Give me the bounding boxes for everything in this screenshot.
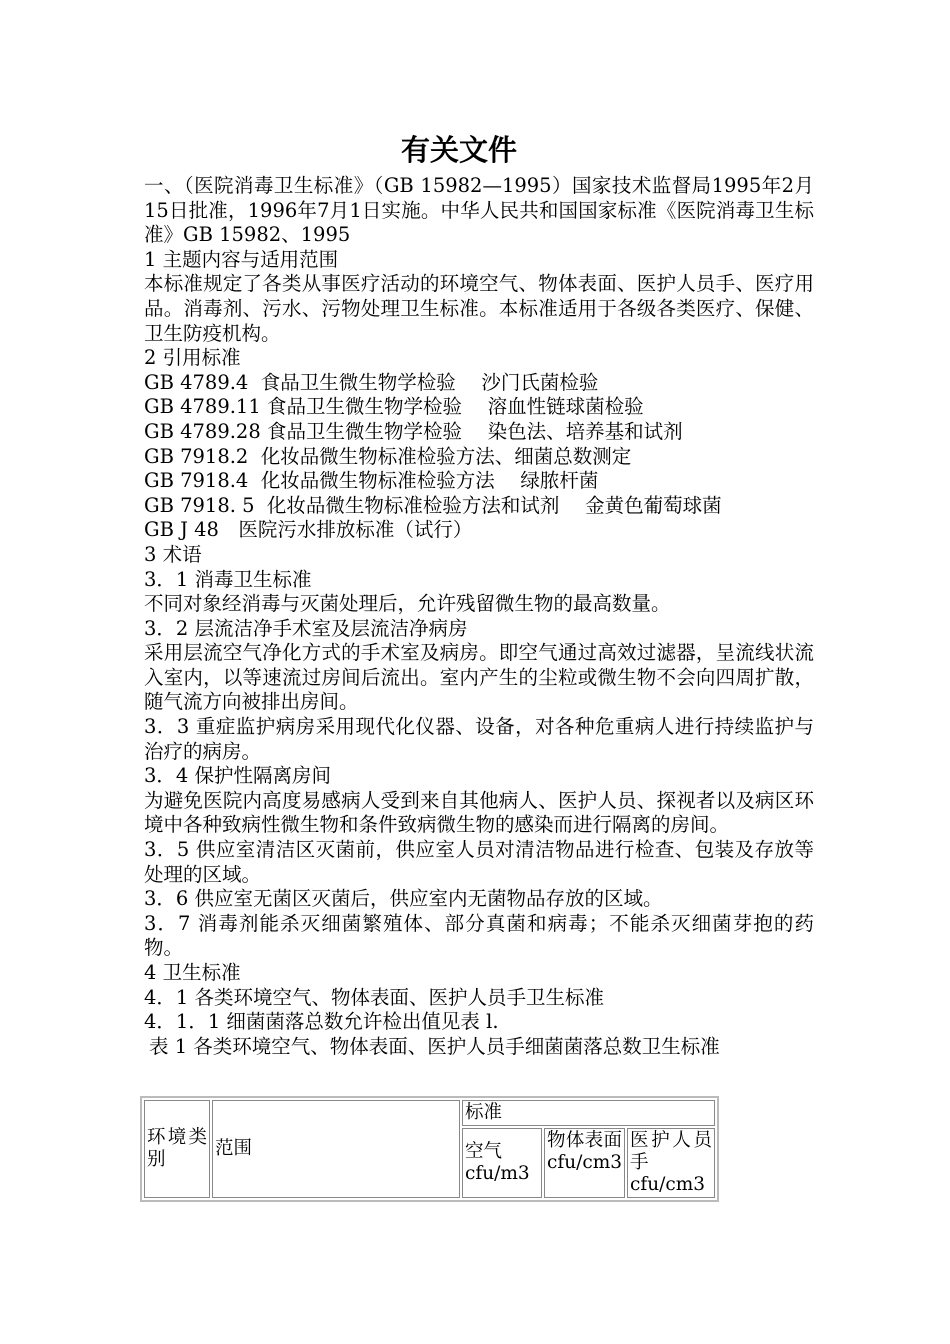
standard-header: 标准 (462, 1100, 715, 1126)
subsection-heading: 3．4 保护性隔离房间 (144, 764, 332, 788)
reference-item: GB 4789.28 食品卫生微生物学检验 染色法、培养基和试剂 (144, 419, 683, 443)
air-label: 空气 (465, 1141, 503, 1162)
paragraph: 采用层流空气净化方式的手术室及病房。即空气通过高效过滤器，呈流线状流入室内，以等速流过房间后流出。室内产生的尘粒或微生物不会向四周扩散，随气流方向被排出房间。 (144, 641, 814, 714)
paragraph: 本标准规定了各类从事医疗活动的环境空气、物体表面、医护人员手、医疗用品。消毒剂、污水、污物处理卫生标准。本标准适用于各级各类医疗、保健、卫生防疫机构。 (144, 272, 814, 345)
section-heading: 1 主题内容与适用范围 (144, 247, 339, 271)
reference-item: GB 7918. 5 化妆品微生物标准检验方法和试剂 金黄色葡萄球菌 (144, 493, 722, 517)
paragraph: 一、（医院消毒卫生标准》（GB 15982—1995）国家技术监督局1995年2月15日批准，1996年7月1日实施。中华人民共和国国家标准《医院消毒卫生标准》GB 15982、1995 (144, 174, 814, 247)
section-heading: 2 引用标准 (144, 346, 241, 370)
document-body (144, 174, 814, 1059)
hand-label: 医护人员手 (630, 1130, 713, 1173)
standards-table (140, 1096, 719, 1202)
hand-header (627, 1128, 715, 1198)
surface-unit: cfu/cm3 (547, 1152, 623, 1173)
paragraph: 3．5 供应室清洁区灭菌前，供应室人员对清洁物品进行检查、包装及存放等处理的区域。 (144, 838, 814, 886)
air-header (462, 1128, 542, 1198)
reference-item: GB 4789.4 食品卫生微生物学检验 沙门氏菌检验 (144, 370, 599, 394)
surface-header (544, 1128, 625, 1198)
subsection-heading: 3．2 层流洁净手术室及层流洁净病房 (144, 616, 468, 640)
paragraph: 3．6 供应室无菌区灭菌后，供应室内无菌物品存放的区域。 (144, 887, 663, 911)
table-header-row (144, 1100, 715, 1126)
section-heading: 4 卫生标准 (144, 961, 241, 984)
reference-item: GB J 48 医院污水排放标准（试行） (144, 518, 473, 542)
range-header: 范围 (212, 1100, 460, 1198)
surface-label: 物体表面 (547, 1130, 623, 1151)
reference-item: GB 7918.4 化妆品微生物标准检验方法 绿脓杆菌 (144, 469, 599, 493)
air-unit: cfu/m3 (465, 1163, 530, 1184)
subsection-heading: 3．1 消毒卫生标准 (144, 567, 312, 591)
paragraph: 4．1．1 细菌菌落总数允许检出值见表 l. (144, 1010, 499, 1034)
subsection-heading: 4．1 各类环境空气、物体表面、医护人员手卫生标准 (144, 985, 605, 1009)
paragraph: 3．7 消毒剂能杀灭细菌繁殖体、部分真菌和病毒；不能杀灭细菌芽抱的药物。 (144, 911, 814, 960)
page-title: 有关文件 (400, 133, 517, 167)
reference-item: GB 4789.11 食品卫生微生物学检验 溶血性链球菌检验 (144, 395, 644, 419)
env-category-label: 环境类别 (147, 1127, 207, 1170)
hand-unit: cfu/cm3 (630, 1174, 706, 1195)
section-heading: 3 术语 (144, 542, 202, 566)
paragraph: 不同对象经消毒与灭菌处理后，允许残留微生物的最高数量。 (144, 592, 671, 616)
paragraph: 为避免医院内高度易感病人受到来自其他病人、医护人员、探视者以及病区环境中各种致病性微生物和条件致病微生物的感染而进行隔离的房间。 (144, 788, 814, 837)
table-caption: 表 1 各类环境空气、物体表面、医护人员手细菌菌落总数卫生标准 (149, 1034, 720, 1058)
env-category-header (144, 1100, 210, 1198)
paragraph: 3．3 重症监护病房采用现代化仪器、设备，对各种危重病人进行持续监护与治疗的病房。 (144, 715, 814, 763)
reference-item: GB 7918.2 化妆品微生物标准检验方法、细菌总数测定 (144, 444, 632, 468)
